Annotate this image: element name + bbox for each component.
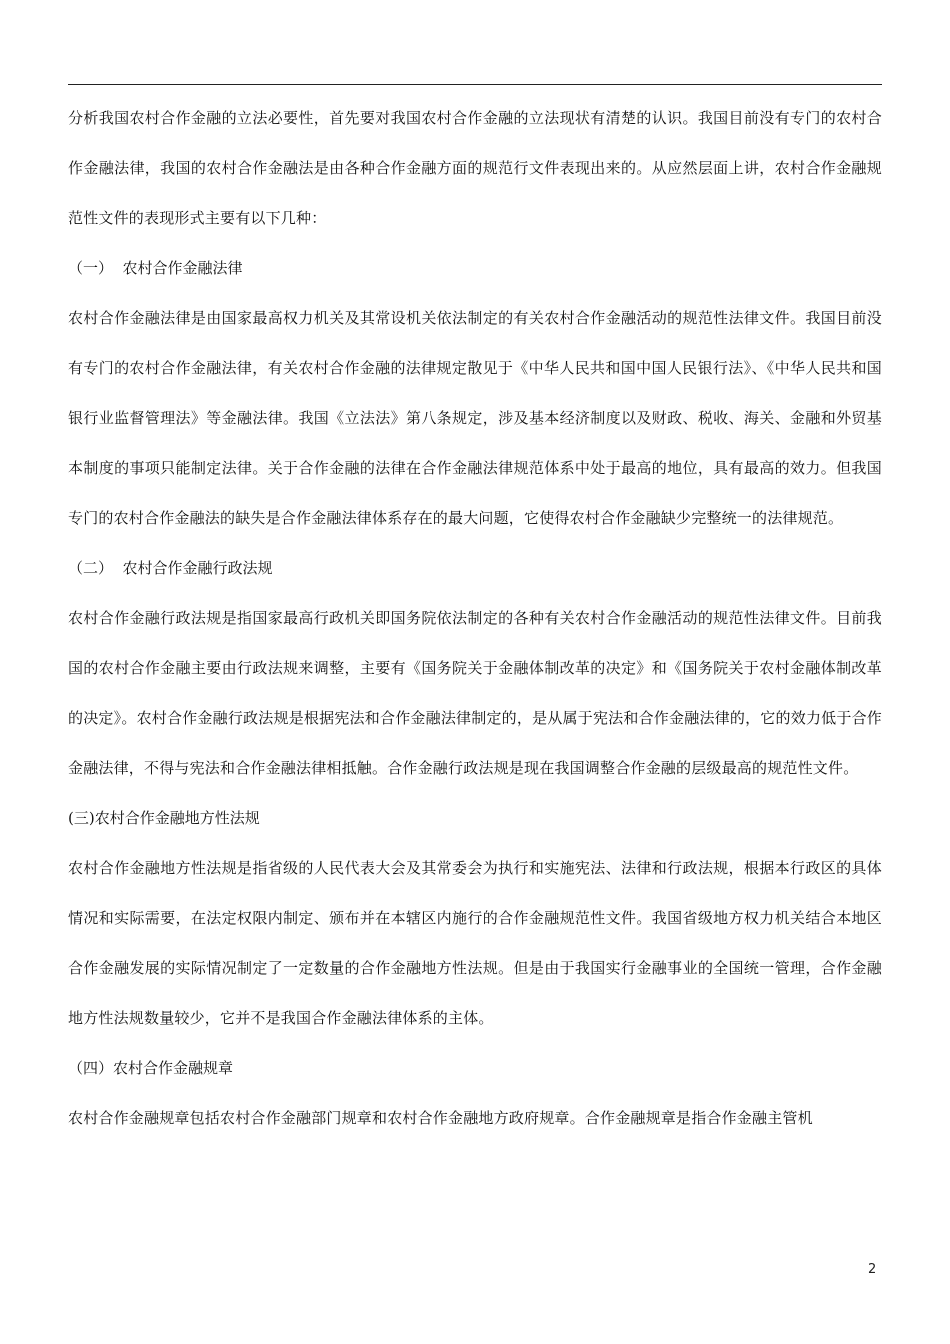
section-heading-1: （一） 农村合作金融法律 [68, 259, 243, 277]
page-number: 2 [868, 1262, 877, 1277]
header-rule [68, 84, 882, 85]
document-body [68, 93, 882, 1143]
paragraph-section-3: 农村合作金融地方性法规是指省级的人民代表大会及其常委会为执行和实施宪法、法律和行政法规，根据本行政区的具体情况和实际需要，在法定权限内制定、颁布并在本辖区内施行的合作金融规范性文件。我国省级地方权力机关结合本地区合作金融发展的实际情况制定了一定数量的合作金融地方性法规。但是由于我国实行金融事业的全国统一管理，合作金融地方性法规数量较少，它并不是我国合作金融法律体系的主体。 [68, 859, 882, 1027]
paragraph-section-1: 农村合作金融法律是由国家最高权力机关及其常设机关依法制定的有关农村合作金融活动的规范性法律文件。我国目前没有专门的农村合作金融法律，有关农村合作金融的法律规定散见于《中华人民共和国中国人民银行法》、《中华人民共和国银行业监督管理法》等金融法律。我国《立法法》第八条规定，涉及基本经济制度以及财政、税收、海关、金融和外贸基本制度的事项只能制定法律。关于合作金融的法律在合作金融法律规范体系中处于最高的地位，具有最高的效力。但我国专门的农村合作金融法的缺失是合作金融法律体系存在的最大问题，它使得农村合作金融缺少完整统一的法律规范。 [68, 309, 882, 527]
section-heading-4: （四）农村合作金融规章 [68, 1059, 234, 1077]
paragraph-intro: 分析我国农村合作金融的立法必要性，首先要对我国农村合作金融的立法现状有清楚的认识。我国目前没有专门的农村合作金融法律，我国的农村合作金融法是由各种合作金融方面的规范行文件表现出来的。从应然层面上讲，农村合作金融规范性文件的表现形式主要有以下几种： [68, 109, 882, 227]
paragraph-section-2: 农村合作金融行政法规是指国家最高行政机关即国务院依法制定的各种有关农村合作金融活动的规范性法律文件。目前我国的农村合作金融主要由行政法规来调整，主要有《国务院关于金融体制改革的决定》和《国务院关于农村金融体制改革的决定》。农村合作金融行政法规是根据宪法和合作金融法律制定的，是从属于宪法和合作金融法律的，它的效力低于合作金融法律，不得与宪法和合作金融法律相抵触。合作金融行政法规是现在我国调整合作金融的层级最高的规范性文件。 [68, 609, 882, 777]
section-heading-3: (三)农村合作金融地方性法规 [68, 809, 260, 827]
section-heading-2: （二） 农村合作金融行政法规 [68, 559, 273, 577]
paragraph-section-4: 农村合作金融规章包括农村合作金融部门规章和农村合作金融地方政府规章。合作金融规章是指合作金融主管机 [68, 1109, 813, 1127]
